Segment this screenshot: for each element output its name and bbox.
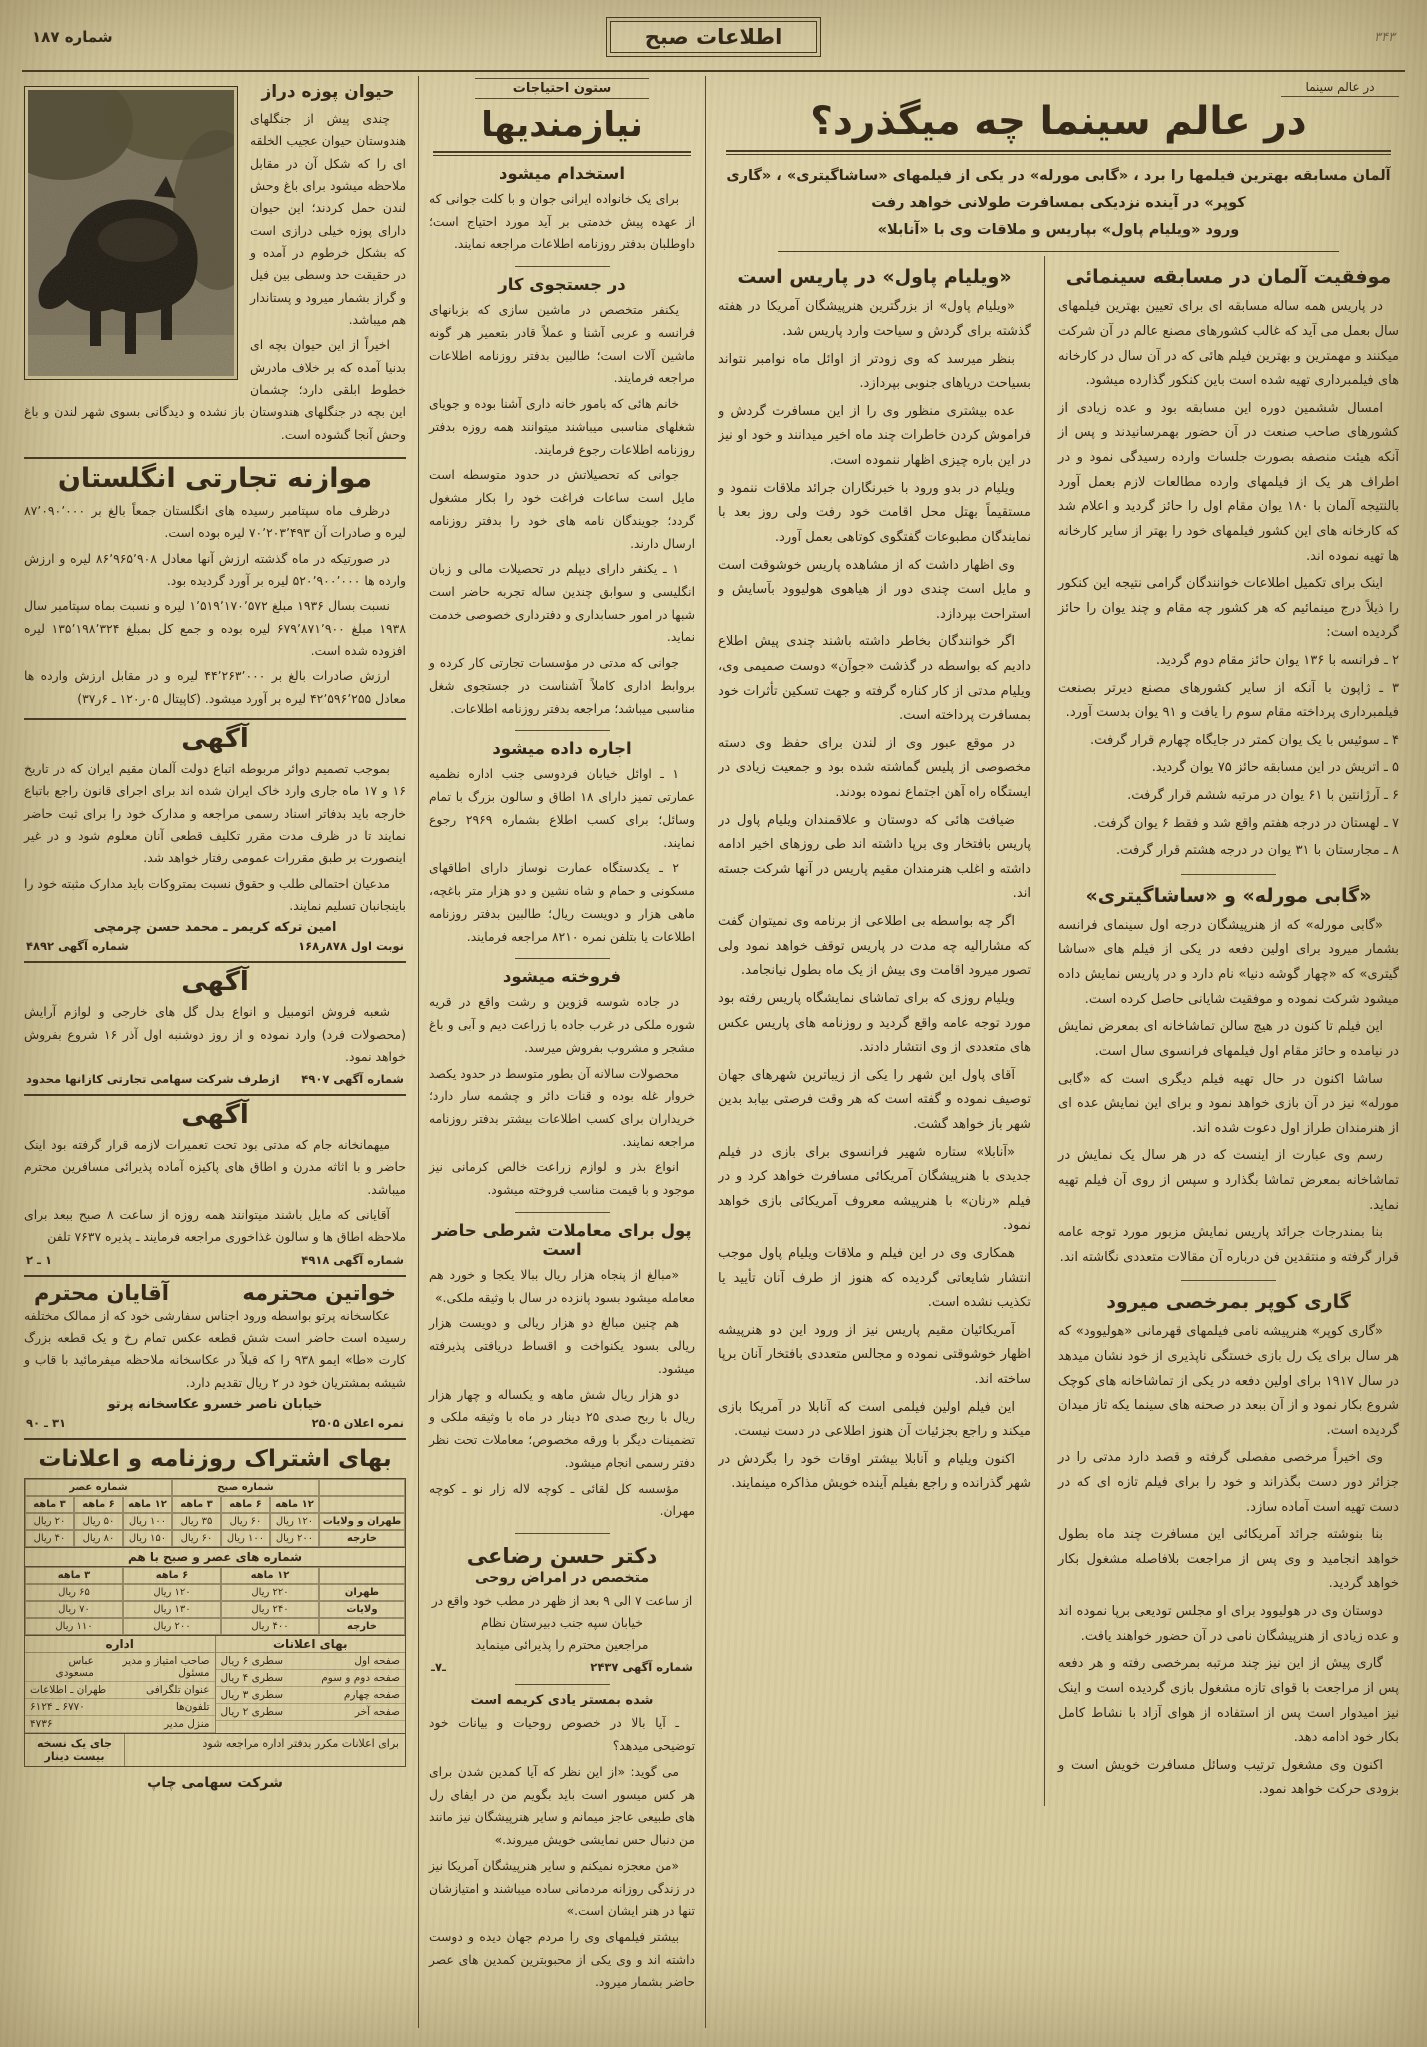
classified-heading-money: پول برای معاملات شرطی حاضر است [432, 1220, 692, 1259]
animal-article [24, 82, 406, 449]
section-separator [515, 1212, 610, 1213]
classifieds-kicker: ستون احتیاجات [475, 78, 649, 99]
price-cell: ۱۱۰ ریال [25, 1618, 123, 1635]
ad-rate-row [216, 1704, 406, 1721]
paragraph: ساشا اکنون در حال تهیه فیلم دیگری است که «گابی مورله» نیز در آن بازی خواهد نمود و برای این نمایش عده ای از هنرمندان طراز اول دعوت شده اند. [1058, 1071, 1399, 1136]
paragraph: اگر خوانندگان بخاطر داشته باشند چندی پیش اطلاع دادیم که بواسطه در گذشت «جوآن» دوست صمیمی وی، ویلیام مدتی از کار کناره گرفته و جهت تسکین تأثرات خود بمسافرت پرداخته است. [718, 634, 1031, 724]
ad-rates-title: بهای اعلانات [216, 1636, 406, 1653]
ad-rate-row [216, 1670, 406, 1687]
paragraph: بنا بمندرجات جرائد پاریس نمایش مزبور مورد توجه عامه قرار گرفته و منتقدین فن درباره آن مقالات متعددی نگاشته اند. [1058, 1225, 1399, 1265]
cooper-paragraphs [1058, 1320, 1399, 1803]
row-label: خارجه [319, 1618, 405, 1635]
doctor-line: از ساعت ۷ الی ۹ بعد از ظهر در مطب خود واقع در خیابان سپه جنب دبیرستان نظام [431, 1593, 693, 1631]
cinema-columns [718, 256, 1399, 1806]
section-rule [24, 961, 406, 963]
info-label: تلفون‌ها [175, 1701, 210, 1714]
price-cell: ۶۰ ریال [221, 1513, 270, 1530]
paragraph: «گاری کوپر» هنرپیشه نامی فیلمهای قهرمانی «هولیوود» که هر سال برای یک رل بازی خستگی ناپذیری از خود نشان میدهد در سال ۱۹۱۷ برای اولین دفعه در یکی از تماشاخانه های کوچک شروع بکار نمود و از آن ببعد در صحنه های سینما یکه تاز میدان گردیده است. [1058, 1324, 1399, 1438]
price-cell: ۲۰۰ ریال [123, 1618, 221, 1635]
ad-article-3 [24, 1100, 406, 1267]
price-cell: ۶۵ ریال [25, 1584, 123, 1601]
paragraph: خانم هائی که بامور خانه داری آشنا بوده و جویای شغلهای مناسبی میباشند میتوانند همه روزه بدفتر روزنامه اطلاعات رجوع فرمایند. [429, 397, 695, 457]
paragraph: «مبالغ از پنجاه هزار ریال ببالا یکجا و خورد هم معامله میشود بسود پانزده در سال با وثیقه ملکی.» [429, 1267, 695, 1305]
ad-mark: ـ۷ـ [431, 1660, 446, 1675]
classified-body [429, 188, 695, 256]
ad-rates-table [216, 1636, 406, 1733]
section-separator [515, 958, 610, 959]
ad-rate-row [216, 1653, 406, 1670]
rates-bottom [24, 1636, 406, 1734]
price-cell: ۷۰ ریال [25, 1601, 123, 1618]
price-cell: ۲۲۰ ریال [221, 1584, 319, 1601]
paragraph: عکاسخانه پرتو بواسطه ورود اجناس سفارشی خود که از ممالک مختلفه رسیده است حاضر است شش قطعه عکس تمام رخ و یک قطعه بزرگ کارت «طا» ایمو ۹۳۸ را که قبلاً در عکاسخانه ملاحظه میفرمائید با قاب و شیشه بمشتریان خود در ۲ ریال تقدیم دارد. [24, 1307, 406, 1390]
classified-heading-jobseek: در جستجوی کار [498, 275, 626, 295]
paragraph: اکنون ویلیام و آنابلا بیشتر اوقات خود را بگردش در شهر گذرانده و راجع بفیلم آینده خویش مذاکره مینمایند. [718, 1451, 1031, 1492]
doctor-meta [429, 1660, 695, 1674]
section-title-germany: موفقیت آلمان در مسابقه سینمائی [1065, 266, 1392, 289]
cinema-section [705, 76, 1405, 2028]
ad-company: ازطرف شرکت سهامی تجارتی کازانها محدود [26, 1072, 280, 1087]
paragraph: شعبه فروش اتومبیل و انواع بدل گل های خارجی و لوازم آرایش (محصولات فرد) وارد نموده و از روز دوشنبه اول آذر ۱۶ شروع بفروش خواهد نمود. [24, 1004, 407, 1064]
paragraph: اکنون وی مشغول ترتیب وسائل مسافرت خویش است و بزودی حرکت خواهد نمود. [1058, 1757, 1399, 1798]
paragraph: بیشتر فیلمهای وی را مردم جهان دیده و دوست داشته اند و وی یکی از محبوبترین کمدین های عصر حاضر بشمار میرود. [429, 1929, 695, 1990]
price-cell: ۴۰ ریال [25, 1530, 74, 1547]
paragraph: آقایانی که مایل باشند میتوانند همه روزه از ساعت ۸ صبح ببعد برای ملاحظه اطاق ها و سالون غذاخوری مراجعه فرمایند ـ پذیره ۷۶۳۷ تلفن [24, 1207, 406, 1245]
ad-body [24, 1134, 406, 1249]
section-title-william: «ویلیام پاول» در پاریس است [737, 266, 1012, 289]
paragraph: ـ آیا بالا در خصوص روحیات و بیانات خود توضیحی میدهد؟ [429, 1716, 695, 1754]
paragraph: «ویلیام پاول» از بزرگترین هنرپیشگان آمریکا در هفته گذشته برای گردش و سیاحت وارد پاریس شد. [718, 299, 1031, 340]
classified-body [429, 1264, 695, 1523]
cinema-kicker: در عالم سینما [1281, 80, 1399, 97]
paragraph: «من معجزه نمیکنم و سایر هنرپیشگان آمریکا نیز در زندگی روزانه مردمانی ساده میباشند و امتیازشان تنها در هنر ایشان است.» [429, 1858, 695, 1919]
info-label: عنوان تلگرافی [145, 1684, 210, 1697]
single-copy-price [25, 1734, 125, 1766]
info-value: ۴۷۳۶ [30, 1718, 53, 1731]
paragraph: جوانی که تحصیلاتش در حدود متوسطه است مایل است ساعات فراغت خود را بکار مشغول گردد؛ جویندگان نامه های خود را بدفتر روزنامه ارسال دارند. [429, 468, 695, 551]
paragraph: مدعیان احتمالی طلب و حقوق نسبت بمتروکات باید مدارک مثبته خود را باینجانبان تسلیم نمایند. [24, 875, 406, 913]
price-cell: ۸۰ ریال [74, 1530, 123, 1547]
ad-title: آگهی [181, 1100, 249, 1131]
tail-paragraphs [429, 1712, 695, 1994]
single-copy-label: جای یک نسخه [36, 1737, 113, 1751]
ad-number: شماره آگهی ۴۹۰۷ [301, 1072, 404, 1087]
william-paragraphs [718, 295, 1031, 1497]
doctor-line: مراجعین محترم را پذیرائی مینماید [475, 1638, 649, 1653]
paragraph: اخیراً از این حیوان بچه ای بدنیا آمده که بر خلاف مادرش خطوط ابلقی دارد؛ چشمان این بچه در جنگلهای هندوستان باز نشده و دیدگانی بسوی شهر لندن و باغ وحش آنجا گشوده است. [24, 337, 406, 442]
paragraph: ۱ ـ اوائل خیابان فردوسی جنب اداره نظمیه عمارتی تمیز دارای ۱۸ اطاق و سالون بزرگ با تمام وسائل؛ برای کسب اطلاع بشماره ۲۹۶۹ رجوع نمایند. [429, 767, 695, 850]
ad-rate-value: سطری ۲ ریال [220, 1706, 284, 1719]
paragraph: اینک برای تکمیل اطلاعات خوانندگان گرامی نتیجه این کنکور را ذیلاً درج مینمائیم که هر کشور چه مقام و چند یوان را حائز گردیده است: [1058, 576, 1399, 641]
section-separator [515, 1533, 610, 1534]
col-header: ۱۲ ماهه [123, 1496, 172, 1513]
header-rule [22, 70, 1405, 72]
info-row [25, 1699, 215, 1716]
photo-studio-body [24, 1305, 406, 1394]
ad-title: آگهی [181, 967, 249, 998]
ad-meta [24, 1072, 406, 1086]
list-item: ۴ ـ سوئیس با یک یوان کمتر در جایگاه چهارم قرار گرفت. [1089, 732, 1399, 748]
doctor-ad [429, 1544, 695, 1674]
paragraph: دو هزار ریال شش ماهه و یکساله و چهار هزار ریال با ربح صدی ۲۵ دینار در ماه با وثیقه ملکی و تضمینات دیگر با ورقه مخصوص؛ معاملات تحت نظر دفتر رسمی انجام میشود. [429, 1387, 695, 1470]
price-cell: ۱۳۰ ریال [123, 1601, 221, 1618]
ad-rate-label: صفحه چهارم [343, 1689, 400, 1702]
price-cell: ۱۵۰ ریال [123, 1530, 172, 1547]
section-separator [1181, 874, 1276, 875]
price-cell: ۱۲۰ ریال [270, 1513, 319, 1530]
masthead-row [22, 12, 1405, 62]
info-label: صاحب امتیاز و مدیر مسئول [122, 1655, 210, 1680]
paragraph: در پاریس همه ساله مسابقه ای برای تعیین بهترین فیلمهای سال بعمل می آید که غالب کشورهای مصنع عالم در آن شرکت میکنند و مهمترین و بهترین فیلم هائی که در آن سال در کارخانه های فیلمبرداری تهیه شده است باین کنکور گذارده میشود. [1058, 299, 1399, 389]
rates-note-row [24, 1734, 406, 1767]
publisher-info-table [25, 1636, 216, 1733]
paragraph: ۲ ـ یکدستگاه عمارت نوساز دارای اطاقهای مسکونی و حمام و شاه نشین و دو هزار متر باغچه، ماهی هزار و دویست ریال؛ طالبین بدفتر روزنامه اطلاعات یا بتلفن نمره ۸۲۱۰ مراجعه فرمایند. [429, 861, 695, 944]
paragraph: برای یک خانواده ایرانی جوان و با کلت جوانی که از عهده پیش خدمتی بر آید مورد احتیاج است؛ داوطلبان بدفتر روزنامه اطلاعات مراجعه نمایند. [429, 192, 695, 252]
price-cell: ۶۰ ریال [172, 1530, 221, 1547]
ad-signature: امین ترکه کریمر ـ محمد حسن چرمچی [93, 920, 337, 936]
repeat-ads-note: برای اعلانات مکرر بدفتر اداره مراجعه شود [202, 1737, 399, 1751]
price-cell: ۱۰۰ ریال [123, 1513, 172, 1530]
price-cell: ۴۰۰ ریال [221, 1618, 319, 1635]
info-row [25, 1653, 215, 1682]
paragraph: وی اخیراً مرخصی مفصلی گرفته و قصد دارد مدتی را در جزائر دور دست بگذراند و خود را برای فیلم تازه ای که در دست تهیه است آماده سازد. [1058, 1450, 1399, 1515]
photo-studio-meta [24, 1416, 406, 1430]
ad-mark: ۱ ـ ۲ [26, 1252, 53, 1267]
info-value: طهران ـ اطلاعات [30, 1684, 107, 1697]
classifieds-section [418, 76, 705, 2028]
contest-results-list [1058, 649, 1399, 864]
evening-group-header: شماره عصر [25, 1479, 172, 1496]
publisher-info-rows [25, 1653, 215, 1733]
paragraph: چندی پیش از جنگلهای هندوستان حیوان عجیب الخلقه ای را که شکل آن در مقابل ملاحظه میشود برای باغ وحش لندن حمل کردند؛ این حیوان دارای پوزه خیلی درازی است که بشکل خرطوم در آمده و در حقیقت حد وسطی بین فیل و گراز بشمار میرود و پستاندار هم میباشد. [250, 111, 406, 327]
ad-number: شماره آگهی ۲۴۳۷ [590, 1660, 693, 1675]
paragraph: می گوید: «از این نظر که آیا کمدین شدن برای هر کس میسور است باید بگویم من در ایفای رل های طبیعی عاجز میمانم و سایر هنرپیشگان نیز مانند من دنبال حس نمایشی خویش میروند.» [429, 1764, 695, 1848]
ad-rate-value: سطری ۳ ریال [220, 1689, 284, 1702]
animal-title: حیوان پوزه دراز [261, 82, 395, 102]
paragraph: این فیلم اولین فیلمی است که آنابلا در آمریکا بازی میکند و راجع بجزئیات آن هنوز اطلاعی در دست نیست. [718, 1399, 1031, 1440]
info-label: منزل مدیر [164, 1718, 210, 1731]
ad-number: شماره آگهی ۴۸۹۲ [26, 939, 129, 954]
ad-mark: ۳۱ ـ ۹۰ [26, 1416, 67, 1431]
classifieds-title: نیازمندیها [481, 105, 643, 145]
price-cell: ۱۲۰ ریال [123, 1584, 221, 1601]
section-rule [24, 718, 406, 720]
columns [22, 76, 1405, 2028]
paragraph: این فیلم تا کنون در هیچ سالن تماشاخانه ای بمعرض نمایش در نیامده و حائز مقام اول فیلمهای فرانسوی سال است. [1058, 1019, 1399, 1059]
paragraph: عده بیشتری منظور وی را از این مسافرت گردش و فراموش کردن خاطرات چند ماه اخیر میدانند و خود او نیز در این باره چیزی اظهار ننموده است. [718, 403, 1031, 469]
headline-rule [726, 150, 1391, 155]
ad-rate-label: صفحه آخر [354, 1706, 400, 1719]
ad-rate-value: سطری ۴ ریال [220, 1672, 284, 1685]
paragraph: انواع بذر و لوازم زراعت خالص کرمانی نیز موجود و با قیمت مناسب فروخته میشود. [429, 1160, 695, 1198]
price-cell: ۲۰ ریال [25, 1513, 74, 1530]
animal-photo [24, 86, 238, 380]
ad-body [24, 1001, 406, 1068]
paragraph: مؤسسه کل لقائی ـ کوچه لاله زار نو ـ کوچه مهران. [429, 1481, 695, 1519]
col-header: ۱۲ ماهه [270, 1496, 319, 1513]
photo-studio-address: خیابان ناصر خسرو عکاسخانه پرتو [107, 1397, 323, 1413]
col-header: ۶ ماهه [123, 1567, 221, 1584]
paragraph: هم چنین مبالغ دو هزار ریالی و دویست هزار ریالی بسود یکنواخت و اقساط دریافتی پذیرفته میشود. [429, 1316, 695, 1376]
paragraph: جوانی که مدتی در مؤسسات تجارتی کار کرده و بروابط اداری کاملاً آشناست در جستجوی شغل مناسبی میباشد؛ مراجعه بدفتر روزنامه اطلاعات. [429, 656, 695, 716]
row-label: خارجه [319, 1530, 405, 1547]
section-separator [515, 1684, 610, 1685]
section-rule [24, 1275, 406, 1277]
trade-title: موازنه تجارتی انگلستان [57, 462, 373, 494]
paragraph: ضیافت هائی که دوستان و علاقمندان ویلیام پاول در پاریس بافتخار وی برپا داشته اند طی روزهای اخیر ادامه داشته و اغلب هنرمندان مقیم پاریس در آنها شرکت جسته اند. [718, 812, 1031, 902]
tapir-photo-illustration [28, 90, 234, 376]
list-item: ۵ ـ اتریش در این مسابقه حائز ۷۵ یوان گردید. [1151, 760, 1399, 776]
classified-body [429, 299, 695, 720]
list-item: ۷ ـ لهستان در درجه هفتم واقع شد و فقط ۶ یوان گرفت. [1093, 815, 1399, 831]
info-row [25, 1716, 215, 1733]
section-separator [1181, 1280, 1276, 1281]
paragraph: همکاری وی در این فیلم و ملاقات ویلیام پاول موجب انتشار شایعاتی گردیده که هنوز از طرف آنان تأیید یا تکذیب نشده است. [718, 1245, 1031, 1311]
price-cell: ۱۰۰ ریال [221, 1530, 270, 1547]
ad-rate-label: صفحه اول [354, 1655, 400, 1668]
paragraph: در صورتیکه در ماه گذشته ارزش آنها معادل ۸۶٬۹۶۵٬۹۰۸ لیره و ارزش وارده ها ۵۲۰٬۹۰۰٬۰۰۰ لیره بر آورد گردیده بود. [24, 550, 406, 588]
paragraph: ویلیام در بدو ورود با خبرنگاران جرائد ملاقات ننمود و مستقیماً بهتل محل اقامت خود رفت ولی روز بعد با نمایندگان مطبوعات گفتگوی کوتاهی بعمل آورد. [718, 480, 1031, 545]
paragraph: «گابی مورله» که از هنرپیشگان درجه اول سینمای فرانسه بشمار میرود برای اولین دفعه در یکی از فیلم های «ساشا گیتری» که «چهار گوشه دنیا» نام دارد و در پاریس نمایش داده میشود شرکت نموده و موفقیت شایانی حاصل کرده است. [1058, 917, 1399, 1007]
ad-article-2 [24, 967, 406, 1086]
page-mark: ۳۴۳ [1374, 29, 1395, 45]
section-rule [24, 1094, 406, 1096]
table-corner [319, 1479, 405, 1496]
col-header: ۶ ماهه [74, 1496, 123, 1513]
issue-number: شماره ۱۸۷ [32, 28, 113, 46]
cinema-right-column [1044, 256, 1399, 1806]
classified-heading-rent: اجاره داده میشود [492, 739, 632, 759]
ad-article-1 [24, 724, 406, 953]
paragraph: نسبت بسال ۱۹۳۶ مبلغ ۱٬۵۱۹٬۱۷۰٬۵۷۲ لیره و نسبت بماه سپتامبر سال ۱۹۳۸ مبلغ ۶۷۹٬۸۷۱٬۹۰۰ لیره بوده و جمع کل بمبلغ ۱۳۵٬۱۹۸٬۳۲۴ لیره افزوده شده است. [24, 598, 406, 658]
paragraph: در جاده شوسه قزوین و رشت واقع در قریه شوره ملکی در غرب جاده با زراعت دیم و آبی و باغ مشجر و مشروب بفروش میرسد. [429, 995, 695, 1055]
paragraph: یکنفر متخصص در ماشین سازی که بزبانهای فرانسه و عربی آشنا و عملاً قادر بتعمیر هر گونه ماشین آلات است؛ طالبین بدفتر روزنامه اطلاعات مراجعه فرمایند. [429, 303, 695, 386]
table-corner [319, 1496, 405, 1513]
col-header: ۳ ماهه [172, 1496, 221, 1513]
paragraph: گاری پیش از این نیز چند مرتبه بمرخصی رفته و هر دفعه پس از مراجعت با قوای تازه مشغول بازی گردیده است و اینک نیز امیدوار است پس از استفاده از هوای آزاد با نشاط کامل بکار خود ادامه دهد. [1058, 1656, 1399, 1746]
single-copy-value: بیست دینار [44, 1750, 105, 1764]
paragraph: ۱ ـ یکنفر دارای دیپلم در تحصیلات مالی و زبان انگلیسی و سوابق چندین ساله تجربه حاضر است شبها در امور حسابداری و دفترداری خصوصی خدمت نماید. [429, 562, 695, 645]
publisher-info-title: اداره [25, 1636, 215, 1653]
info-value: ۶۷۷۰ ـ ۶۱۲۴ [30, 1701, 85, 1714]
paragraph: امسال ششمین دوره این مسابقه بود و عده زیادی از کشورهای صاحب صنعت در آن حضور بهمرسانیدند و پس از آنکه هیئت منصفه بصورت جلسات وارده رسیدگی نمود و در اطراف هر یک از فیلمهای وارده مطالعات لازم بعمل آورد بالنتیجه آلمان با ۱۸۰ یوان مقام اول را حائز گردید و اعلام شد که کارخانه های این کشور فیلمهای خود را بهتر از سایر کارخانه ها تهیه نموده اند. [1058, 400, 1399, 564]
doctor-lines [429, 1590, 695, 1656]
doctor-specialty: متخصص در امراض روحی [474, 1569, 650, 1586]
col-header: ۶ ماهه [221, 1496, 270, 1513]
ad-number: نمره اعلان ۲۵۰۵ [311, 1416, 404, 1431]
ad-rate-label: صفحه دوم و سوم [321, 1672, 400, 1685]
ad-number: شماره آگهی ۴۹۱۸ [301, 1252, 404, 1267]
title-ladies: خواتین محترمه [242, 1280, 396, 1305]
list-item: ۸ ـ مجارستان با ۳۱ یوان در درجه هشتم قرار گرفت. [1115, 843, 1399, 859]
title-gentlemen: آقایان محترم [34, 1280, 170, 1305]
subscription-rates [24, 1446, 406, 1791]
doctor-name: دکتر حسن رضاعی [466, 1543, 658, 1568]
paragraph: میهمانخانه جام که مدتی بود تحت تعمیرات لازمه قرار گرفته بود اینک حاضر و با اثاثه مدرن و اطاق های پاکیزه آماده پذیرائی مسافرین محترم میباشد. [24, 1137, 406, 1197]
rates-table-morning-evening [24, 1478, 406, 1548]
photo-studio-titles [24, 1279, 406, 1305]
price-cell: ۲۴۰ ریال [221, 1601, 319, 1618]
masthead-title: اطلاعات صبح [644, 25, 783, 49]
trade-article [24, 463, 406, 710]
photo-studio-ad [24, 1279, 406, 1430]
rates-table-combined [24, 1567, 406, 1636]
paragraph: بنا بنوشته جرائد آمریکائی این مسافرت چند ماه بطول خواهد انجامید و وی پس از مراجعت بلافاصله مشغول بکار خواهد گردید. [1058, 1527, 1399, 1592]
rates-title: بهای اشتراک روزنامه و اعلانات [38, 1446, 392, 1473]
paragraph: در موقع عبور وی از لندن برای حفظ وی دسته مخصوصی از پلیس گماشته شده بود و جمعیت زیادی در ایستگاه راه آهن اجتماع نموده بودند. [718, 735, 1031, 801]
masthead [610, 21, 818, 53]
section-title-gaby: «گابی مورله» و «ساشاگیتری» [1085, 884, 1372, 907]
col-header: ۳ ماهه [25, 1567, 123, 1584]
price-cell: ۳۵ ریال [172, 1513, 221, 1530]
paragraph: آمریکائیان مقیم پاریس نیز از ورود این دو هنرپیشه اظهار خوشوقتی نموده و مجالس متعددی بافتخار آنان برپا ساخته اند. [718, 1322, 1031, 1388]
row-label: طهران و ولایات [319, 1513, 405, 1530]
section-separator [515, 730, 610, 731]
list-item: ۲ ـ فرانسه با ۱۳۶ یوان حائز مقام دوم گردید. [1155, 652, 1399, 668]
double-rule [433, 151, 691, 156]
paragraph: ارزش صادرات بالغ بر ۴۴٬۲۶۳٬۰۰۰ لیره و در مقابل ارزش وارده ها معادل ۴۲٬۵۹۶٬۲۵۵ لیره بر آورد میشود. (کاپیتال ۰۵ر۱۲۰ ـ ۶ر۳۷) [24, 668, 406, 706]
col-header: ۳ ماهه [25, 1496, 74, 1513]
cinema-left-column [718, 256, 1044, 1806]
cinema-headline: در عالم سینما چه میگذرد؟ [810, 99, 1307, 144]
paragraph: دوستان وی در هولیوود برای او مجلس تودیعی برپا نموده اند و عده زیادی از هنرپیشگان نامی در آن حضور خواهند یافت. [1058, 1604, 1399, 1644]
section-rule [24, 1438, 406, 1440]
paragraph: ویلیام روزی که برای تماشای نمایشگاه پاریس رفته بود مورد توجه عامه واقع گردید و روزنامه های پاریس عکس های متعددی از وی انتشار دادند. [718, 990, 1031, 1056]
gaby-paragraphs [1058, 914, 1399, 1271]
trade-paragraphs [24, 500, 406, 710]
printing-company: شرکت سهامی چاپ [147, 1775, 283, 1792]
paragraph: بنظر میرسد که وی زودتر از اوائل ماه نوامبر نتواند بسیاحت دریاهای جنوبی بپردازد. [718, 351, 1031, 392]
tail-lead: شده بمستر یادی کریمه است [470, 1693, 654, 1709]
morning-group-header: شماره صبح [172, 1479, 319, 1496]
info-value: عباس مسعودی [55, 1655, 94, 1680]
row-label: ولایات [319, 1601, 405, 1618]
ad-title: آگهی [181, 723, 249, 754]
classified-heading-sale: فروخته میشود [502, 967, 622, 987]
price-cell: ۲۰۰ ریال [270, 1530, 319, 1547]
table-corner [319, 1567, 405, 1584]
list-item: ۳ ـ ژاپون با آنکه از سایر کشورهای مصنع دیرتر بصنعت فیلمبرداری پرداخته مقام سوم را یافت و ۹۱ یوان بدست آورد. [1058, 680, 1399, 721]
combined-band: شماره های عصر و صبح با هم [24, 1548, 406, 1567]
ad-run-number: نوبت اول ۸۷۸ر۱۶۸ [298, 939, 404, 954]
paragraph: درظرف ماه سپتامبر رسیده های انگلستان جمعاً بالغ بر ۸۷٬۰۹۰٬۰۰۰ لیره و صادرات آن ۷۰٬۲۰۳٬۴۹۳ لیره بوده است. [24, 502, 406, 541]
ad-body [24, 758, 406, 917]
classified-body [429, 991, 695, 1202]
paragraph: محصولات سالانه آن بطور متوسط در حدود یکصد خروار غله بوده و قنات دائر و چشمه سار دارد؛ خریداران برای کسب اطلاعات بیشتر بدفتر روزنامه مراجعه نمایند. [429, 1066, 695, 1149]
list-item: ۶ ـ آرژانتین با ۶۱ یوان در مرتبه ششم قرار گرفت. [1127, 788, 1399, 804]
ad-meta [24, 939, 406, 953]
paragraph: رسم وی عبارت از اینست که در هر سال یک نمایش در تماشاخانه بمعرض تماشا بگذارد و سپس از روی آن فیلم تهیه نماید. [1058, 1148, 1399, 1213]
cinema-lede-2: ورود «ویلیام پاول» بپاریس و ملاقات وی با «آنابلا» [877, 221, 1240, 238]
section-rule [24, 457, 406, 459]
paragraph: وی اظهار داشت که از مشاهده پاریس خوشوقت است و مایل است چندی دور از هیاهوی هولیوود بآسایش و استراحت بپردازد. [718, 557, 1031, 622]
section-separator [515, 266, 610, 267]
ad-rate-row [216, 1687, 406, 1704]
classified-heading-hiring: استخدام میشود [498, 164, 626, 183]
paragraph: «آنابلا» ستاره شهیر فرانسوی برای بازی در فیلم جدیدی با هنرپیشگان آمریکائی مسافرت خواهد کرد و در فیلم «رنان» با هنرپیشه معروف آمریکائی بازی خواهد نمود. [718, 1144, 1031, 1234]
paragraph: آقای پاول این شهر را یکی از زیباترین شهرهای جهان توصیف نموده و گفته است که هر وقت فرصتی بیابد بدین شهر باز خواهد گشت. [718, 1067, 1031, 1132]
col-header: ۱۲ ماهه [221, 1567, 319, 1584]
germany-paragraphs [1058, 295, 1399, 646]
row-label: طهران [319, 1584, 405, 1601]
left-column [22, 76, 418, 2028]
info-row [25, 1682, 215, 1699]
section-title-cooper: گاری کوپر بمرخصی میرود [1106, 1291, 1351, 1314]
lede-rule [778, 251, 1339, 252]
cinema-lede-1: آلمان مسابقه بهترین فیلمها را برد ، «گابی مورله» در یکی از فیلمهای «ساشاگیتری» ، «گاری کوپر» در آینده نزدیکی بمسافرت طولانی خواهد رفت [726, 168, 1391, 211]
ad-rate-value: سطری ۶ ریال [220, 1655, 284, 1668]
classified-body [429, 763, 695, 948]
ad-rates-rows [216, 1653, 406, 1721]
paragraph: اگر چه بواسطه بی اطلاعی از برنامه وی نمیتوان گفت که مشارالیه چه مدت در پاریس توقف خواهد نمود ولی تصور میرود اقامت وی بیش از یک ماه بطول نیانجامد. [718, 914, 1031, 979]
ad-meta [24, 1253, 406, 1267]
price-cell: ۵۰ ریال [74, 1513, 123, 1530]
paragraph: بموجب تصمیم دوائر مربوطه اتباع دولت آلمان مقیم ایران که در تاریخ ۱۶ و ۱۷ ماه جاری وارد خاک ایران شده اند برای اجرای قانون راجع باتباع خارجه باید بدفاتر اسناد رسمی مراجعه و مدارک خود را برای ثبت حاضر نمایند تا در ظرف مدت مقرر تکلیف قطعی آنان معلوم شود و در غیر اینصورت بر طبق مقررات عمومی رفتار خواهد شد. [24, 760, 406, 866]
